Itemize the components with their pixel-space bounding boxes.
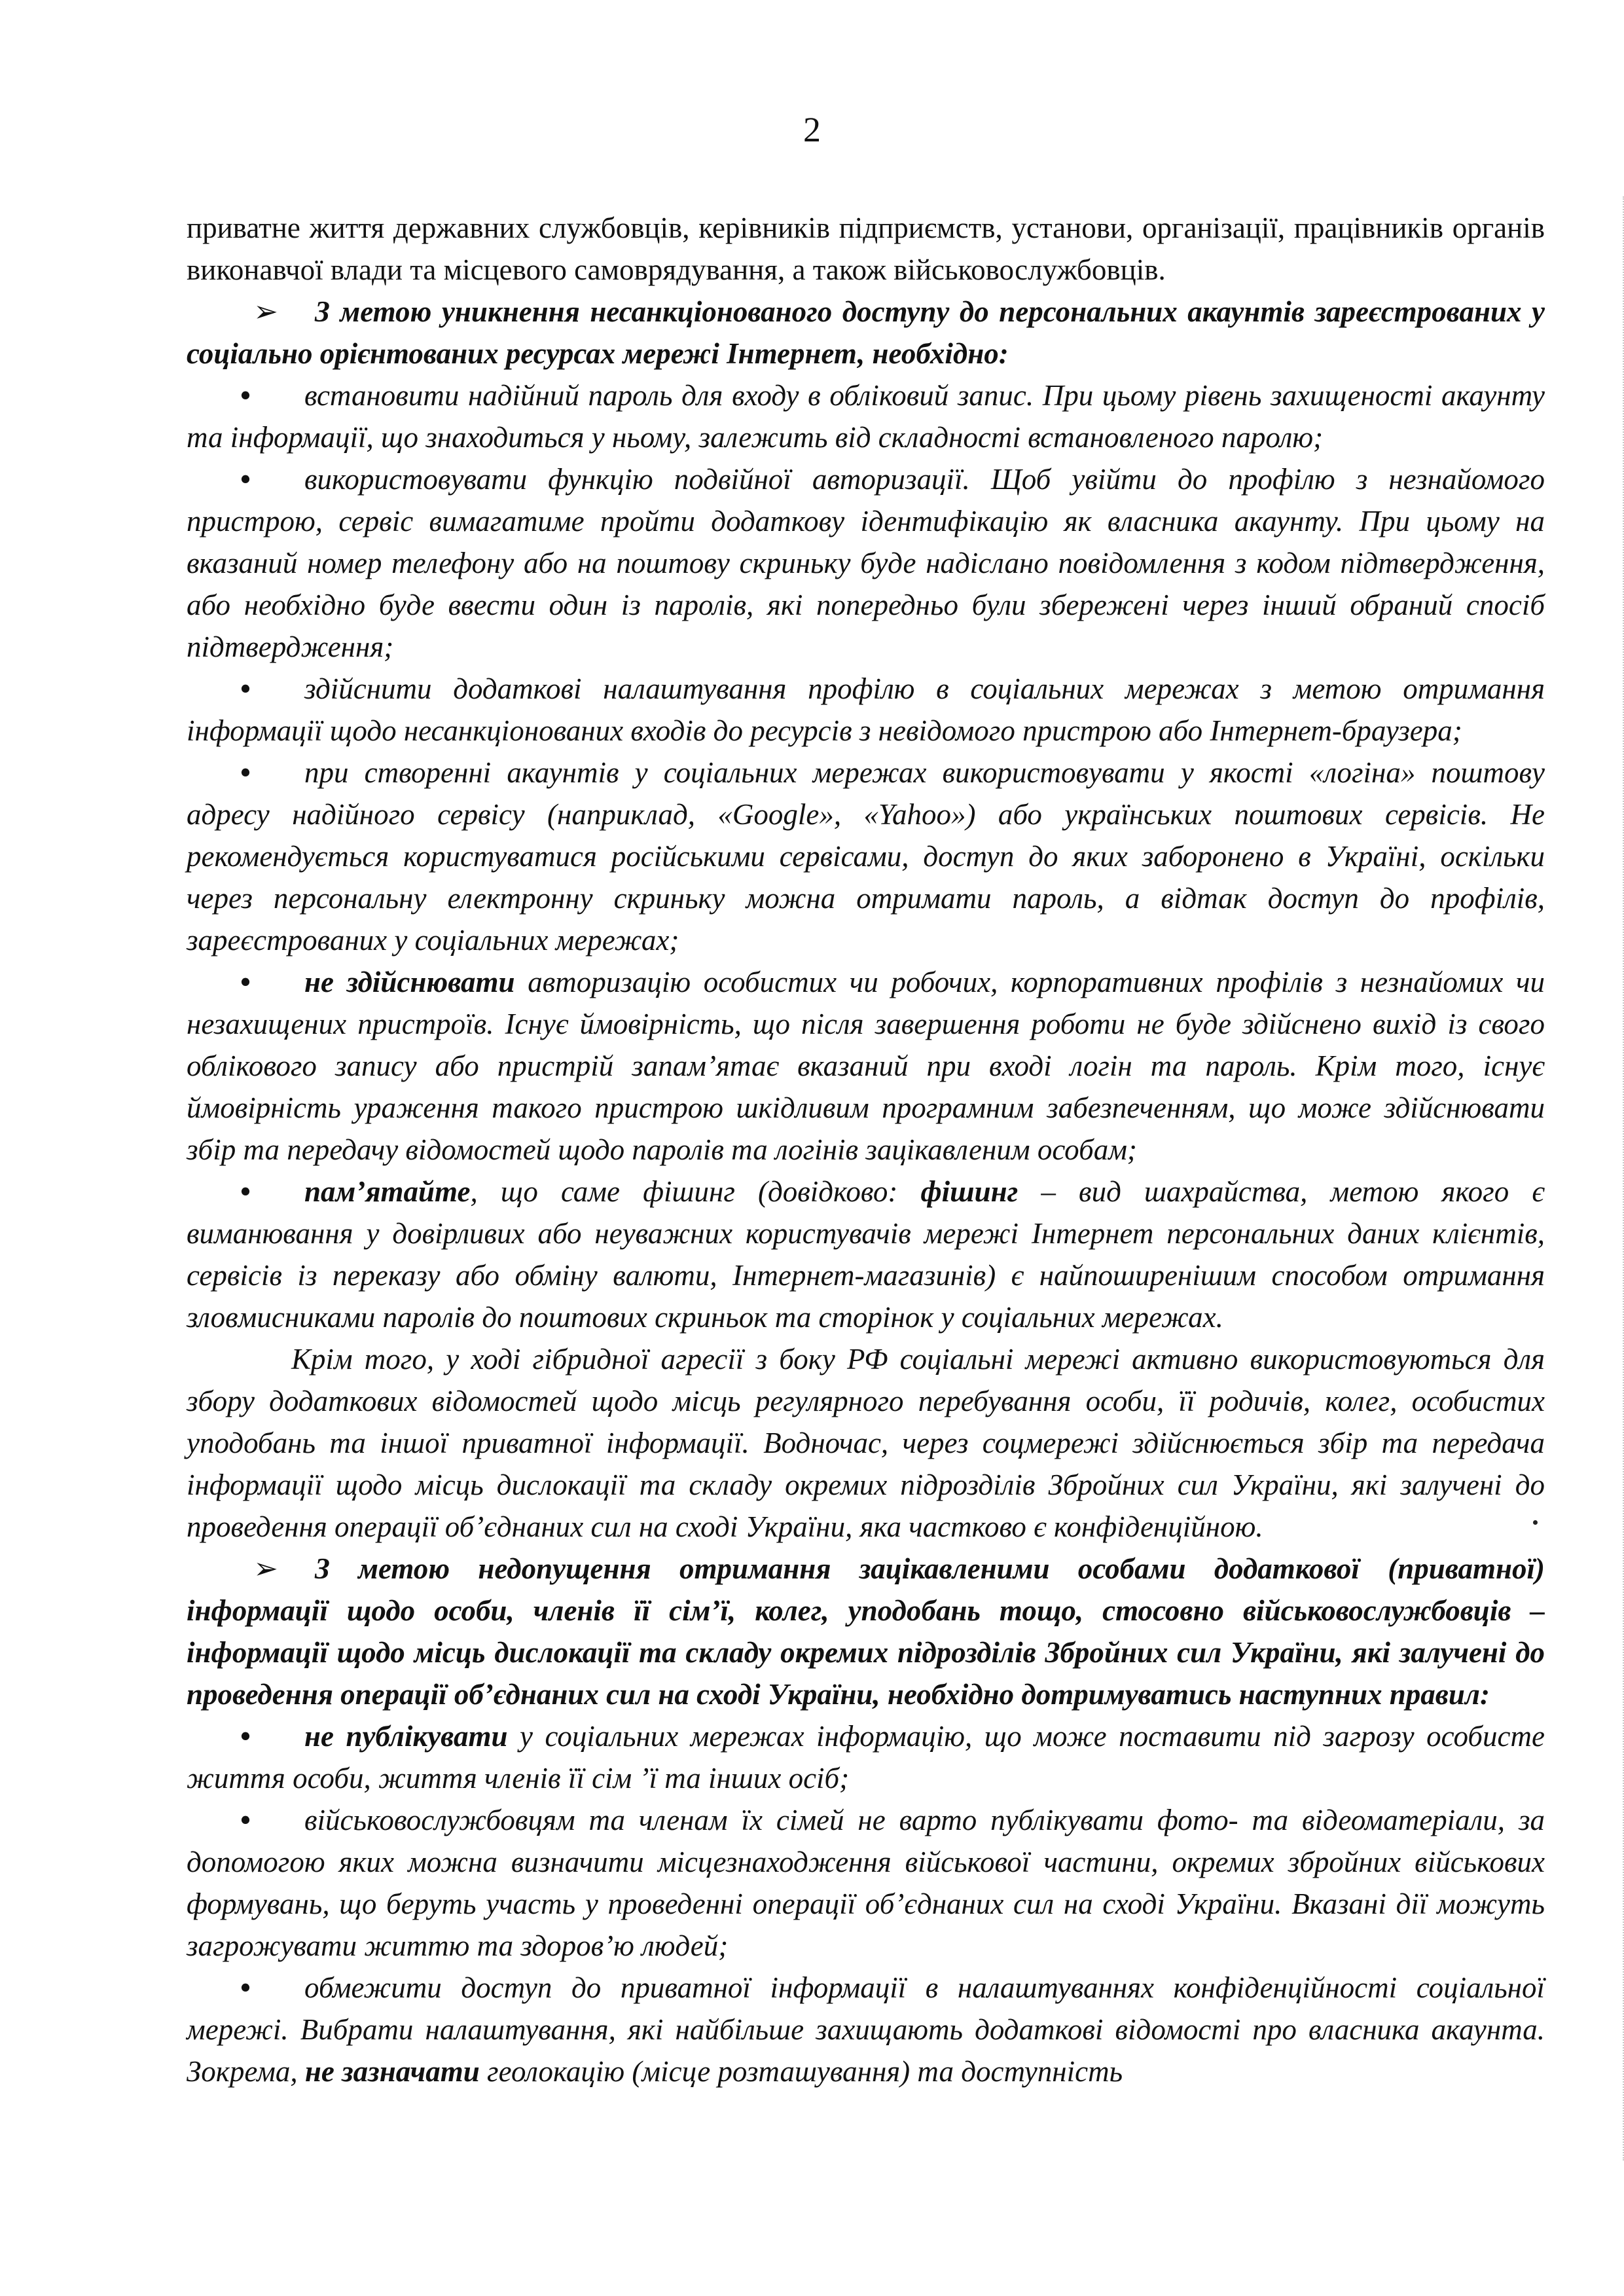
section-heading-2-text: З метою недопущення отримання зацікавленими особами додаткової (приватної) інформації щодо особи, членів її сім’ї, колег, уподобань тощо, стосовно військовослужбовців – інформації щодо місць дислокації та складу окремих підрозділів Збройних сил України, які залучені до проведення операції об’єднаних сил на сході України, необхідно дотримуватись наступних правил: <box>187 1552 1545 1711</box>
section-heading-1-text: З метою уникнення несанкціонованого доступу до персональних акаунтів зареєстрованих у соціально орієнтованих ресурсах мережі Інтернет, необхідно: <box>187 295 1545 370</box>
list-item-emphasis: не публікувати <box>304 1720 508 1753</box>
bullet-icon: • <box>240 1175 251 1208</box>
arrow-bullet-icon: ➢ <box>253 295 278 328</box>
list-item-text: обмежити доступ до приватної інформації в налаштуваннях конфіденційності соціальної мережі. Вибрати налаштування, які найбільше захищають додаткові відомості про власника акаунта. Зокрема, <box>187 1971 1545 2088</box>
list-item <box>187 752 1545 961</box>
bullet-icon: • <box>240 1971 251 2004</box>
list-item <box>187 374 1545 458</box>
list-item-text: використовувати функцію подвійної авторизації. Щоб увійти до профілю з незнайомого пристрою, сервіс вимагатиме пройти додаткову ідентифікацію як власника акаунту. При цьому на вказаний номер телефону або на поштову скриньку буде надіслано повідомлення з кодом підтвердження, або необхідно буде ввести один із паролів, які попередньо були збережені через інший обраний спосіб підтвердження; <box>187 463 1545 663</box>
list-item-text: у соціальних мережах інформацію, що може поставити під загрозу особисте життя особи, життя членів її сім ’ї та інших осіб; <box>187 1720 1545 1795</box>
list-item-text: військовослужбовцям та членам їх сімей не варто публікувати фото- та відеоматеріали, за допомогою яких можна визначити місцезнаходження військової частини, окремих збройних військових формувань, що беруть участь у проведенні операції об’єднаних сил на сході України. Вказані дії можуть загрожувати життю та здоров’ю людей; <box>187 1804 1545 1962</box>
bullet-icon: • <box>240 966 251 998</box>
list-item-text: встановити надійний пароль для входу в обліковий запис. При цьому рівень захищеності акаунту та інформації, що знаходиться у ньому, залежить від складності встановленого паролю; <box>187 379 1545 454</box>
list-item-text: здійснити додаткові налаштування профілю в соціальних мережах з метою отримання інформації щодо несанкціонованих входів до ресурсів з невідомого пристрою або Інтернет-браузера; <box>187 672 1545 747</box>
list-item <box>187 1799 1545 1967</box>
list-item-emphasis: не здійснювати <box>304 966 515 998</box>
list-item-text: геолокацію (місце розташування) та доступність <box>479 2055 1123 2088</box>
section-heading-1 <box>187 291 1545 374</box>
list-item-text: , що саме фішинг (довідково: <box>470 1175 921 1208</box>
document-body <box>187 207 1545 2092</box>
list-item-emphasis: не зазначати <box>304 2055 480 2088</box>
arrow-bullet-icon: ➢ <box>253 1552 278 1585</box>
list-item <box>187 1967 1545 2092</box>
scan-edge-artifact <box>1621 196 1624 2160</box>
list-item-text: – вид шахрайства, метою якого є виманювання у довірливих або неуважних користувачів мережі Інтернет персональних даних клієнтів, сервісів із переказу або обміну валюти, Інтернет-магазинів) є найпоширенішим способом отримання зловмисниками паролів до поштових скриньок та сторінок у соціальних мережах. <box>187 1175 1545 1334</box>
scan-speck <box>1533 1520 1538 1525</box>
list-item-text: авторизацію особистих чи робочих, корпоративних профілів з незнайомих чи незахищених пристроїв. Існує ймовірність, що після завершення роботи не буде здійснено вихід із свого облікового запису або пристрій запам’ятає вказаний при вході логін та пароль. Крім того, існує ймовірність ураження такого пристрою шкідливим програмним забезпеченням, що може здійснювати збір та передачу відомостей щодо паролів та логінів зацікавленим особам; <box>187 966 1545 1166</box>
list-item <box>187 1171 1545 1338</box>
list-item <box>187 668 1545 752</box>
bullet-icon: • <box>240 672 251 705</box>
bullet-icon: • <box>240 379 251 412</box>
bullet-icon: • <box>240 756 251 789</box>
paragraph-intro: приватне життя державних службовців, керівників підприємств, установи, організації, працівників органів виконавчої влади та місцевого самоврядування, а також військовослужбовців. <box>187 211 1545 286</box>
bullet-icon: • <box>240 1720 251 1753</box>
list-item <box>187 458 1545 668</box>
list-item-emphasis: фішинг <box>920 1175 1019 1208</box>
page-number: 2 <box>803 110 821 149</box>
bullet-icon: • <box>240 1804 251 1836</box>
list-item-text: при створенні акаунтів у соціальних мережах використовувати у якості «логіна» поштову адресу надійного сервісу (наприклад, «Google», «Yahoo») або українських поштових сервісів. Не рекомендується користуватися російськими сервісами, доступ до яких заборонено в Україні, оскільки через персональну електронну скриньку можна отримати пароль, а відтак доступ до профілів, зареєстрованих у соціальних мережах; <box>187 756 1545 957</box>
bullet-icon: • <box>240 463 251 496</box>
list-item-emphasis: пам’ятайте <box>304 1175 471 1208</box>
list-item <box>187 1715 1545 1799</box>
paragraph-hybrid-aggression: Крім того, у ході гібридної агресії з боку РФ соціальні мережі активно використовуються для збору додаткових відомостей щодо місць регулярного перебування особи, її родичів, колег, особистих уподобань та іншої приватної інформації. Водночас, через соцмережі здійснюється збір та передача інформації щодо місць дислокації та складу окремих підрозділів Збройних сил України, які залучені до проведення операції об’єднаних сил на сході України, яка частково є конфіденційною. <box>187 1343 1545 1543</box>
section-heading-2 <box>187 1548 1545 1715</box>
list-item <box>187 961 1545 1171</box>
